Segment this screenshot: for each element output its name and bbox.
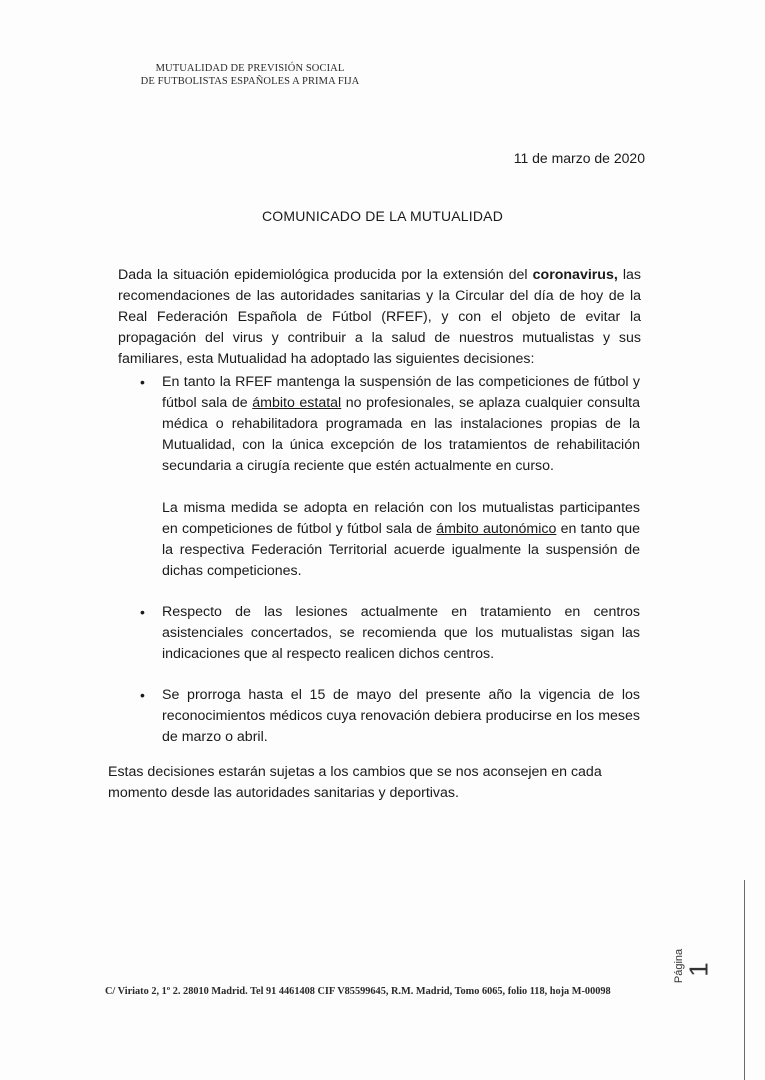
intro-text-before: Dada la situación epidemiológica producida por la extensión del xyxy=(118,267,533,283)
bullet-icon: • xyxy=(140,604,145,620)
underlined-term: ámbito estatal xyxy=(252,395,342,411)
bullet-1-paragraph-2 xyxy=(162,498,640,582)
scan-edge-line xyxy=(744,880,745,1080)
org-line-1: MUTUALIDAD DE PREVISIÓN SOCIAL xyxy=(155,63,345,74)
intro-bold-term: coronavirus, xyxy=(532,267,618,283)
bullet-3-text: Se prorroga hasta el 15 de mayo del presente año la vigencia de los reconocimientos médicos cuya renovación debiera producirse en los meses de marzo o abril. xyxy=(162,687,640,745)
org-line-2: DE FUTBOLISTAS ESPAÑOLES A PRIMA FIJA xyxy=(140,76,360,87)
document-title: COMUNICADO DE LA MUTUALIDAD xyxy=(261,208,504,224)
document-date: 11 de marzo de 2020 xyxy=(513,150,645,166)
underlined-term: ámbito autonómico xyxy=(436,521,557,537)
bullet-1-paragraph-1 xyxy=(162,372,640,477)
text-segment: La misma medida se adopta en relación con los mutualistas participantes en competiciones de fútbol y fútbol sala de xyxy=(162,500,640,537)
bullet-2-text: Respecto de las lesiones actualmente en tratamiento en centros asistenciales concertados, se recomienda que los mutualistas sigan las indicaciones que al respecto realicen dichos centros. xyxy=(162,604,640,662)
list-item xyxy=(140,602,640,665)
organization-header xyxy=(120,62,380,88)
footer-address: C/ Viriato 2, 1º 2. 28010 Madrid. Tel 91 4461408 CIF V85599645, R.M. Madrid, Tomo 6065, folio 118, hoja M-00098 xyxy=(105,986,611,997)
text-segment: no profesionales, se aplaza cualquier consulta médica o rehabilitadora programada en las instalaciones propias de la Mutualidad, con la única excepción de los tratamientos de rehabilitación secundaria a cirugía reciente que estén actualmente en curso. xyxy=(162,395,640,474)
page-number: 1 xyxy=(683,962,714,977)
text-segment: En tanto la RFEF mantenga la suspensión de las competiciones de fútbol y fútbol sala de xyxy=(162,374,640,411)
intro-paragraph xyxy=(118,265,641,370)
decisions-list xyxy=(140,372,640,768)
list-item xyxy=(140,685,640,748)
page-number-label xyxy=(673,932,716,992)
page-word: Página xyxy=(673,948,686,984)
intro-text-after: las recomendaciones de las autoridades sanitarias y la Circular del día de hoy de la Real Federación Española de Fútbol (RFEF), y con el objeto de evitar la propagación del virus y contribuir a la salud de nuestros mutualistas y sus familiares, esta Mutualidad ha adoptado las siguientes decisiones: xyxy=(118,267,641,367)
list-item xyxy=(140,372,640,582)
bullet-icon: • xyxy=(140,374,145,390)
bullet-icon: • xyxy=(140,687,145,703)
closing-paragraph: Estas decisiones estarán sujetas a los cambios que se nos aconsejen en cada momento desde las autoridades sanitarias y deportivas. xyxy=(108,764,602,801)
text-segment: en tanto que la respectiva Federación Territorial acuerde igualmente la suspensión de dichas competiciones. xyxy=(162,521,640,579)
